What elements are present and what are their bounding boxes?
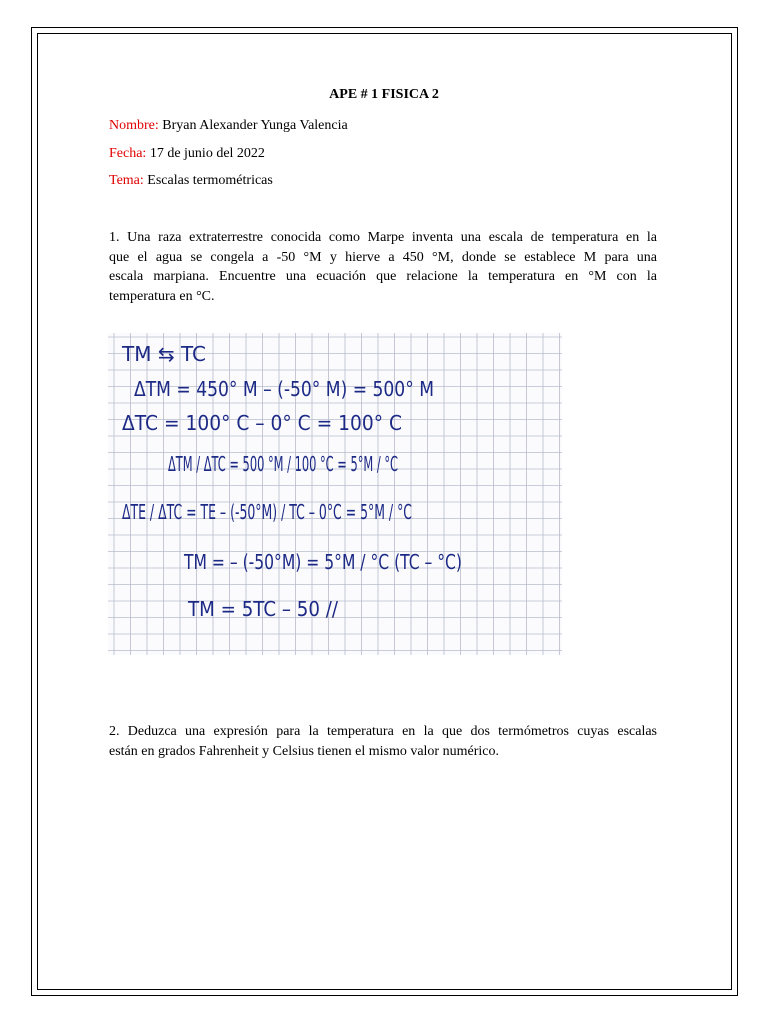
document-title: APE # 1 FISICA 2 — [329, 87, 439, 102]
field-fecha — [109, 146, 265, 162]
handwritten-line: ΔTM / ΔTC = 500 °M / 100 °C = 5°M / °C — [168, 452, 398, 476]
handwritten-solution-photo — [108, 333, 562, 655]
question-line: temperatura en °C. — [109, 288, 215, 304]
handwritten-line: TM = 5TC – 50 // — [187, 597, 339, 621]
handwritten-line: ΔTM = 450° M – (-50° M) = 500° M — [134, 377, 434, 401]
handwritten-solution-image — [108, 333, 562, 655]
field-value: Bryan Alexander Yunga Valencia — [162, 118, 348, 133]
field-label: Fecha: — [109, 146, 147, 161]
field-value: Escalas termométricas — [147, 173, 273, 188]
question-line: están en grados Fahrenheit y Celsius tienen el mismo valor numérico. — [109, 743, 499, 759]
handwritten-line: TM ⇆ TC — [122, 342, 206, 366]
handwritten-line: ΔTC = 100° C – 0° C = 100° C — [122, 411, 402, 435]
question-line: que el agua se congela a -50 °M y hierve a 450 °M, donde se establece M para una — [109, 249, 657, 265]
handwritten-line: ΔTE / ΔTC = TE – (-50°M) / TC – 0°C = 5°M / °C — [122, 500, 412, 524]
field-label: Tema: — [109, 173, 144, 188]
field-nombre — [109, 118, 348, 134]
field-value: 17 de junio del 2022 — [149, 146, 265, 161]
handwritten-line: TM = – (-50°M) = 5°M / °C (TC – °C) — [183, 550, 462, 574]
field-tema — [109, 173, 273, 189]
question-line: 2. Deduzca una expresión para la temperatura en la que dos termómetros cuyas escalas — [109, 724, 657, 739]
question-line: 1. Una raza extraterrestre conocida como Marpe inventa una escala de temperatura en la — [109, 230, 657, 245]
question-line: escala marpiana. Encuentre una ecuación que relacione la temperatura en °M con la — [109, 269, 657, 284]
question-2 — [109, 722, 657, 761]
question-1 — [109, 228, 657, 306]
field-label: Nombre: — [109, 118, 159, 133]
